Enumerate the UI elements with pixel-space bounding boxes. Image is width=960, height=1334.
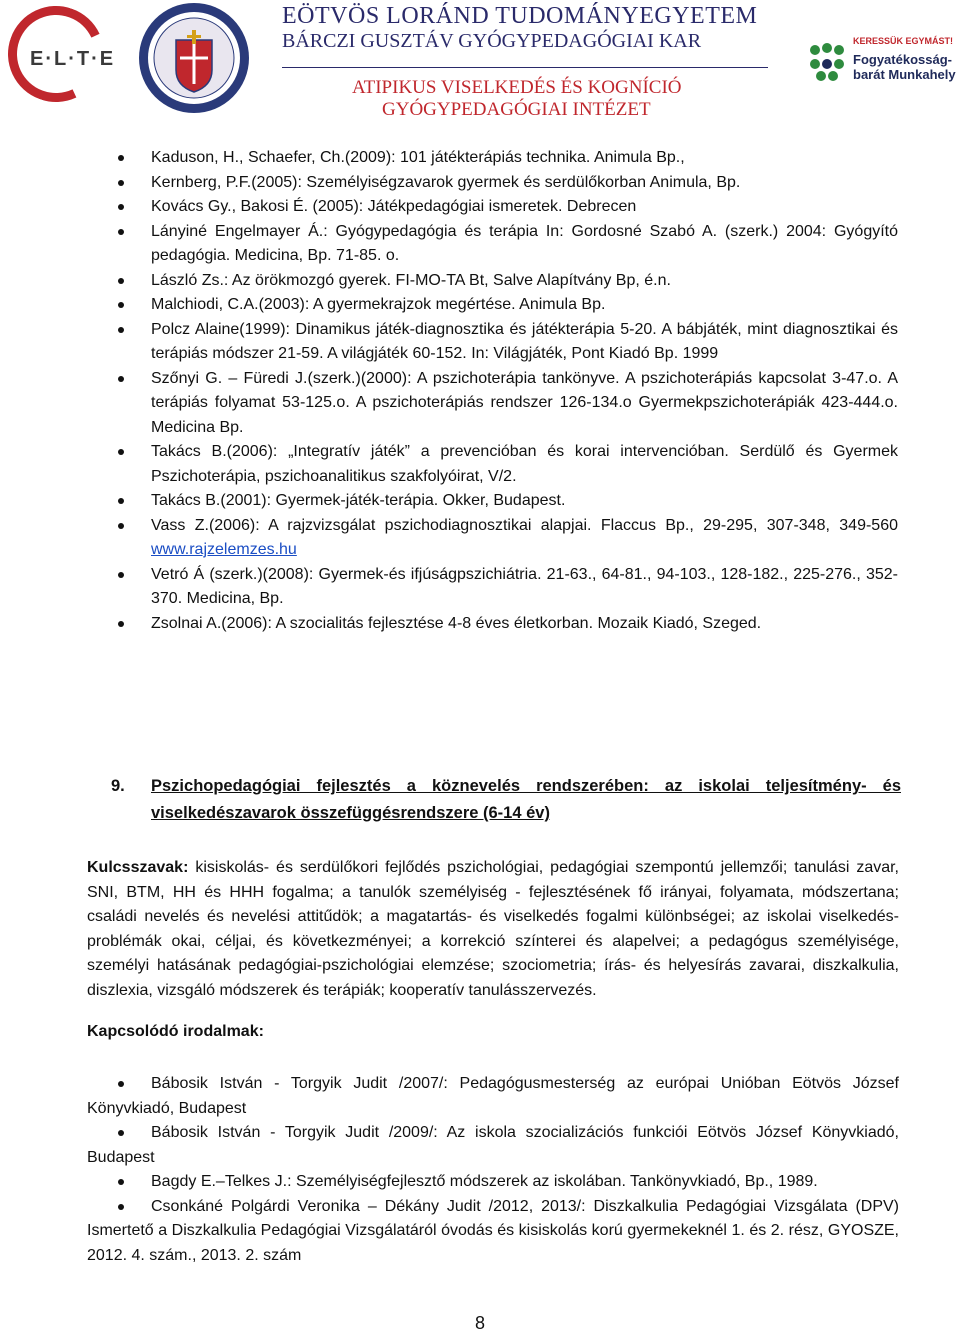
list-item: Kovács Gy., Bakosi É. (2005): Játékpedagógiai ismeretek. Debrecen [0, 195, 960, 220]
literature-heading: Kapcsolódó irodalmak: [87, 1023, 264, 1040]
section-heading [111, 773, 901, 827]
list-item [87, 1072, 899, 1121]
list-item [87, 1121, 899, 1170]
section-title: Pszichopedagógiai fejlesztés a köznevelés rendszerében: az iskolai teljesítmény- és viselkedészavarok összefüggésrendszere (6-14 év) [151, 777, 901, 822]
header-divider [282, 67, 768, 68]
people-icon [805, 40, 849, 84]
keywords-label: Kulcsszavak: [87, 859, 189, 876]
university-line-2: BÁRCZI GUSZTÁV GYÓGYPEDAGÓGIAI KAR [282, 30, 702, 52]
bullet-icon [118, 1130, 124, 1136]
elte-logo-text: E·L·T·E [30, 48, 116, 70]
keywords-paragraph [87, 856, 899, 1003]
university-seal-icon [136, 0, 252, 116]
list-item: Zsolnai A.(2006): A szocialitás fejlesztése 4-8 éves életkorban. Mozaik Kiadó, Szeged. [0, 612, 960, 637]
literature-item-text: Bagdy E.–Telkes J.: Személyiségfejlesztő módszerek az iskolában. Tankönyvkiadó, Bp., 1989. [151, 1173, 818, 1190]
section-number: 9. [111, 777, 125, 795]
page-header [0, 0, 960, 125]
badge-top-text: KERESSÜK EGYMÁST! [853, 36, 954, 46]
page-number: 8 [474, 1313, 485, 1333]
university-line-1: EÖTVÖS LORÁND TUDOMÁNYEGYETEM [282, 3, 758, 29]
list-item: László Zs.: Az örökmozgó gyerek. FI-MO-TA Bt, Salve Alapítvány Bp, é.n. [0, 269, 960, 294]
badge-text: Fogyatékosság-barát Munkahely [853, 52, 956, 82]
list-item: Lányiné Engelmayer Á.: Gyógypedagógia és terápia In: Gordosné Szabó A. (szerk.) 2004: Gyógyító pedagógia. Medicina, Bp. 71-85. o. [0, 220, 960, 269]
institute-line-2: GYÓGYPEDAGÓGIAI INTÉZET [382, 99, 651, 120]
literature-item-text: Bábosik István - Torgyik Judit /2009/: Az iskola szocializációs funkciói Eötvös József Könyvkiadó, Budapest [87, 1124, 899, 1166]
bullet-icon [118, 1081, 124, 1087]
bullet-icon [118, 1204, 124, 1210]
keywords-text: kisiskolás- és serdülőkori fejlődés pszichológiai, pedagógiai szempontú jellemzői; tanulási zavar, SNI, BTM, HH és HHH fogalma; a tanulók személyiség - fejlesztésének fő irányai, folyamata, módszertana; családi nevelés és nevelési attitűdök; a magatartás- és viselkedés fogalmi különbségei; az iskolai viselkedés-problémák okai, céljai, és következményei; a korrekció színterei és alapelvei; a pedagógus személyisége, személyi hatásának pedagógiai-pszichológiai elemzése; szociometria; írás- és helyesírás zavarai, diszkalkulia, diszlexia, vizsgáló módszerek és terápiák; kooperatív tanulásszervezés. [87, 859, 899, 999]
rajzelemzes-link[interactable]: www.rajzelemzes.hu [151, 541, 297, 558]
elte-logo [8, 6, 126, 106]
list-item: Kaduson, H., Schaefer, Ch.(2009): 101 játékterápiás technika. Animula Bp., [0, 146, 960, 171]
bullet-icon [118, 1179, 124, 1185]
list-item [87, 1170, 899, 1195]
institute-line-1: ATIPIKUS VISELKEDÉS ÉS KOGNÍCIÓ [352, 77, 682, 98]
list-item: Vetró Á (szerk.)(2008): Gyermek-és ifjúságpszichiátria. 21-63., 64-81., 94-103., 128-182., 225-276., 352-370. Medicina, Bp. [0, 563, 960, 612]
literature-list [87, 1072, 899, 1268]
reference-list [0, 146, 960, 636]
list-item: Takács B.(2001): Gyermek-játék-terápia. Okker, Budapest. [0, 489, 960, 514]
list-item: Kernberg, P.F.(2005): Személyiségzavarok gyermek és serdülőkorban Animula, Bp. [0, 171, 960, 196]
list-item: Szőnyi G. – Füredi J.(szerk.)(2000): A pszichoterápia tankönyve. A pszichoterápiás kapcsolat 3-47.o. A terápiás folyamat 53-125.o. A pszichoterápiás rendszer 126-134.o Gyermekpszichoterápiák 423-444.o. Medicina Bp. [0, 367, 960, 441]
list-item [87, 1195, 899, 1269]
vass-reference-text: Vass Z.(2006): A rajzvizsgálat pszichodiagnosztikai alapjai. Flaccus Bp., 29-295, 307-348, 349-560 [151, 516, 898, 534]
list-item: Takács B.(2006): „Integratív játék” a prevencióban és korai intervencióban. Serdülő és Gyermek Pszichoterápia, pszichoanalitikus szakfolyóirat, V/2. [0, 440, 960, 489]
literature-item-text: Csonkáné Polgárdi Veronika – Dékány Judit /2012, 2013/: Diszkalkulia Pedagógiai Vizsgálata (DPV) Ismertető a Diszkalkulia Pedagógiai Vizsgálatáról óvodás és kisiskolás korú gyermekeknél 1. és 2. rész, GYOSZE, 2012. 4. szám., 2013. 2. szám [87, 1197, 899, 1264]
university-name-block [282, 3, 772, 120]
literature-item-text: Bábosik István - Torgyik Judit /2007/: Pedagógusmesterség az európai Unióban Eötvös József Könyvkiadó, Budapest [87, 1075, 899, 1117]
list-item: Polcz Alaine(1999): Dinamikus játék-diagnosztika és játékterápia 5-20. A bábjáték, mint diagnosztikai és terápiás módszer 21-59. A világjáték 60-152. In: Világjáték, Pont Kiadó Bp. 1999 [0, 318, 960, 367]
list-item [0, 514, 960, 563]
disability-friendly-badge [805, 36, 960, 88]
list-item: Malchiodi, C.A.(2003): A gyermekrajzok megértése. Animula Bp. [0, 293, 960, 318]
